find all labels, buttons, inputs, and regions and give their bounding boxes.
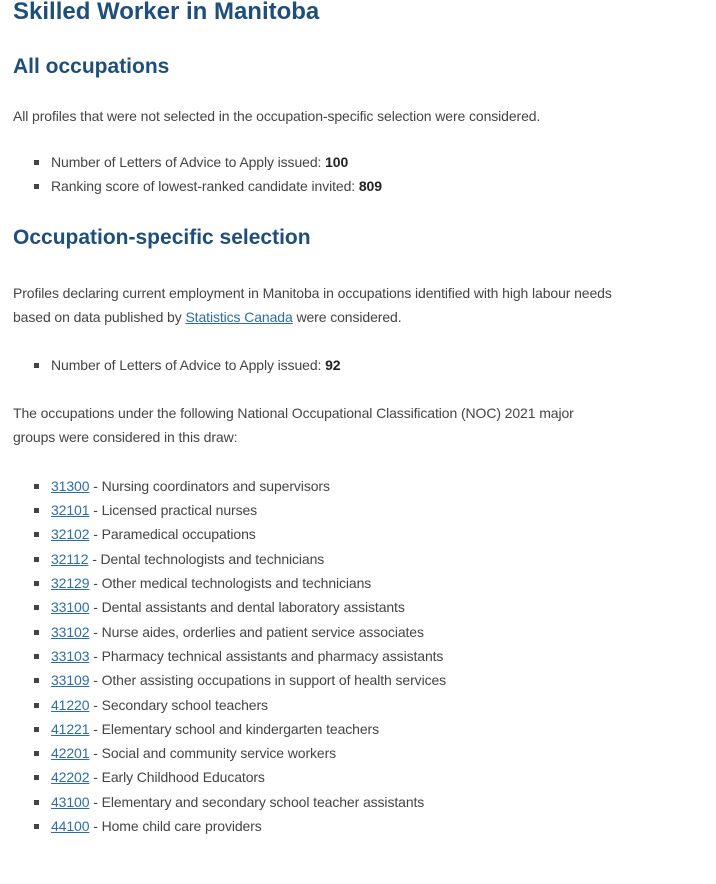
noc-code-link[interactable]: 44100 [51,818,90,835]
occupation-specific-description [13,281,613,329]
list-item [51,644,613,668]
noc-code-link[interactable]: 32102 [51,526,90,543]
occupation-name: - Elementary and secondary school teacher assistants [89,793,425,810]
noc-code-link[interactable]: 33100 [51,599,90,616]
list-item [51,693,613,717]
noc-code-link[interactable]: 33102 [51,623,90,640]
statistics-canada-link[interactable]: Statistics Canada [185,308,293,325]
list-item [51,150,613,174]
all-occupations-description: All profiles that were not selected in the occupation-specific selection were considered. [13,108,541,124]
noc-code-link[interactable]: 33109 [51,672,90,689]
noc-code-link[interactable]: 31300 [51,477,90,494]
occupation-name: - Home child care providers [89,818,262,835]
occupation-name: - Pharmacy technical assistants and pharmacy assistants [89,647,444,664]
noc-code-link[interactable]: 42202 [51,769,90,786]
list-item [51,174,613,198]
stat-value: 92 [325,356,341,373]
list-item [51,620,613,644]
occupation-name: - Paramedical occupations [89,526,256,543]
list-item [51,790,613,814]
description-text: Profiles declaring current employment in Manitoba in occupations identified with high labour needs based on data published by [13,284,612,325]
list-item [51,814,613,838]
list-item [51,571,613,595]
list-item [51,668,613,692]
all-occupations-heading: All occupations [13,55,170,78]
noc-code-link[interactable]: 32129 [51,575,90,592]
list-item [51,474,613,498]
occupation-name: - Elementary school and kindergarten teachers [89,720,379,737]
stat-label: Ranking score of lowest-ranked candidate invited: [51,178,359,195]
occupation-specific-heading: Occupation-specific selection [13,225,311,249]
list-item [51,741,613,765]
list-item [51,765,613,789]
noc-code-link[interactable]: 41220 [51,696,90,713]
stat-value: 809 [358,178,382,195]
occupation-name: - Other assisting occupations in support of health services [89,672,447,689]
noc-code-link[interactable]: 32101 [51,502,90,519]
occupation-name: - Social and community service workers [89,745,337,762]
list-item [51,522,613,546]
noc-intro-text: The occupations under the following National Occupational Classification (NOC) 2021 major groups were considered in this draw: [13,404,574,445]
list-item [51,353,613,377]
occupation-name: - Dental technologists and technicians [88,550,325,567]
list-item [51,595,613,619]
list-item [51,547,613,571]
main-content [13,0,613,838]
noc-code-link[interactable]: 43100 [51,793,90,810]
occupation-name: - Dental assistants and dental laboratory assistants [89,599,405,616]
occupation-specific-stats-list [13,353,613,377]
occupation-name: - Nurse aides, orderlies and patient service associates [89,623,424,640]
occupation-name: - Early Childhood Educators [89,769,265,786]
stat-label: Number of Letters of Advice to Apply issued: [51,356,326,373]
list-item [51,717,613,741]
noc-code-link[interactable]: 42201 [51,745,90,762]
stat-label: Number of Letters of Advice to Apply issued: [51,154,326,170]
occupation-name: - Licensed practical nurses [89,502,258,519]
noc-code-link[interactable]: 33103 [51,647,90,664]
noc-code-link[interactable]: 41221 [51,720,90,737]
page-title: Skilled Worker in Manitoba [13,0,320,25]
occupation-name: - Secondary school teachers [89,696,268,713]
all-occupations-stats-list [13,150,613,199]
list-item [51,498,613,522]
occupation-name: - Other medical technologists and technicians [89,575,372,592]
noc-code-link[interactable]: 32112 [51,550,89,567]
description-text: were considered. [292,308,402,325]
noc-occupation-list [13,474,613,838]
stat-value: 100 [325,154,349,170]
occupation-name: - Nursing coordinators and supervisors [89,477,330,494]
